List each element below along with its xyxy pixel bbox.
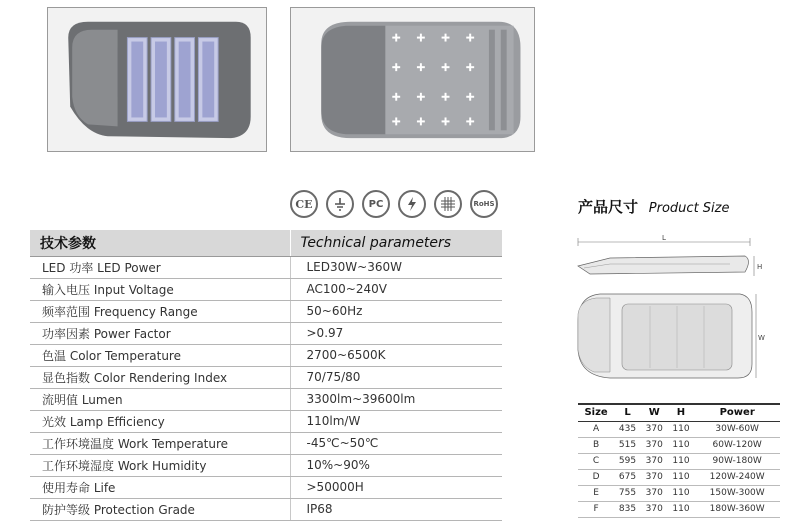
size-col-w: W [641,404,668,421]
spec-row [30,388,502,410]
spec-value: 2700~6500K [290,344,502,366]
size-cell: D [578,469,614,485]
size-cell: 370 [641,469,668,485]
spec-value: >0.97 [290,322,502,344]
size-col-power: Power [694,404,780,421]
dimension-drawing [570,232,770,392]
size-col-size: Size [578,404,614,421]
spec-value: 70/75/80 [290,366,502,388]
spec-row [30,454,502,476]
size-cell: C [578,453,614,469]
size-row [578,421,780,437]
spec-header-cn: 技术参数 [30,230,290,256]
spec-row [30,366,502,388]
size-row [578,437,780,453]
spec-label: LED 功率 LED Power [30,256,290,278]
size-cell: 370 [641,501,668,517]
spec-row [30,300,502,322]
product-size-title [578,196,730,217]
size-col-h: H [668,404,695,421]
front-view-photo [47,7,267,152]
spec-value: 50~60Hz [290,300,502,322]
size-cell: 370 [641,485,668,501]
size-cell: A [578,421,614,437]
spec-row [30,256,502,278]
size-cell: 110 [668,421,695,437]
dim-label-height: H [757,263,763,271]
ce-mark-icon: CE [290,190,318,218]
size-row [578,501,780,517]
spec-header-en: Technical parameters [290,230,502,256]
size-col-l: L [614,404,641,421]
size-cell: 110 [668,485,695,501]
size-cell: 835 [614,501,641,517]
size-cell: E [578,485,614,501]
spec-value: AC100~240V [290,278,502,300]
size-cell: 370 [641,437,668,453]
spec-row [30,278,502,300]
pc-mark-icon: PC [362,190,390,218]
spec-label: 功率因素 Power Factor [30,322,290,344]
size-cell: 60W-120W [694,437,780,453]
grid-mark-icon [434,190,462,218]
size-cell: 90W-180W [694,453,780,469]
spec-value: IP68 [290,498,502,520]
size-cell: F [578,501,614,517]
spec-label: 色温 Color Temperature [30,344,290,366]
spec-value: 110lm/W [290,410,502,432]
size-cell: 515 [614,437,641,453]
size-cell: B [578,437,614,453]
ground-mark-icon [326,190,354,218]
spec-row [30,410,502,432]
dim-label-length: L [662,234,666,242]
certification-icons [290,190,510,222]
size-row [578,485,780,501]
spec-value: 3300lm~39600lm [290,388,502,410]
size-cell: 150W-300W [694,485,780,501]
spec-value: LED30W~360W [290,256,502,278]
spec-label: 光效 Lamp Efficiency [30,410,290,432]
street-light-front-image [48,8,266,151]
size-cell: 370 [641,421,668,437]
spec-label: 流明值 Lumen [30,388,290,410]
spec-value: >50000H [290,476,502,498]
size-cell: 370 [641,453,668,469]
back-view-photo [290,7,535,152]
size-cell: 595 [614,453,641,469]
size-cell: 110 [668,501,695,517]
spec-label: 显色指数 Color Rendering Index [30,366,290,388]
spec-label: 输入电压 Input Voltage [30,278,290,300]
size-cell: 755 [614,485,641,501]
spec-label: 工作环境湿度 Work Humidity [30,454,290,476]
spec-row [30,476,502,498]
spec-value: 10%~90% [290,454,502,476]
street-light-back-image [291,8,534,151]
size-cell: 675 [614,469,641,485]
spec-header-row [30,230,502,256]
size-cell: 110 [668,437,695,453]
spec-label: 工作环境温度 Work Temperature [30,432,290,454]
size-cell: 110 [668,469,695,485]
product-size-title-cn: 产品尺寸 [578,198,639,216]
dim-label-width: W [758,334,765,342]
product-size-table [578,403,780,518]
spec-row [30,432,502,454]
spec-label: 使用寿命 Life [30,476,290,498]
size-header-row [578,404,780,421]
size-row [578,469,780,485]
size-cell: 435 [614,421,641,437]
spec-label: 频率范围 Frequency Range [30,300,290,322]
product-size-title-en: Product Size [648,201,730,216]
size-cell: 180W-360W [694,501,780,517]
spec-value: -45℃~50℃ [290,432,502,454]
spec-row [30,344,502,366]
spec-label: 防护等级 Protection Grade [30,498,290,520]
size-cell: 30W-60W [694,421,780,437]
technical-parameters-table [30,230,502,521]
spec-row [30,498,502,520]
size-row [578,453,780,469]
spec-row [30,322,502,344]
size-cell: 110 [668,453,695,469]
rohs-mark-icon: RoHS [470,190,498,218]
lightning-mark-icon [398,190,426,218]
size-cell: 120W-240W [694,469,780,485]
